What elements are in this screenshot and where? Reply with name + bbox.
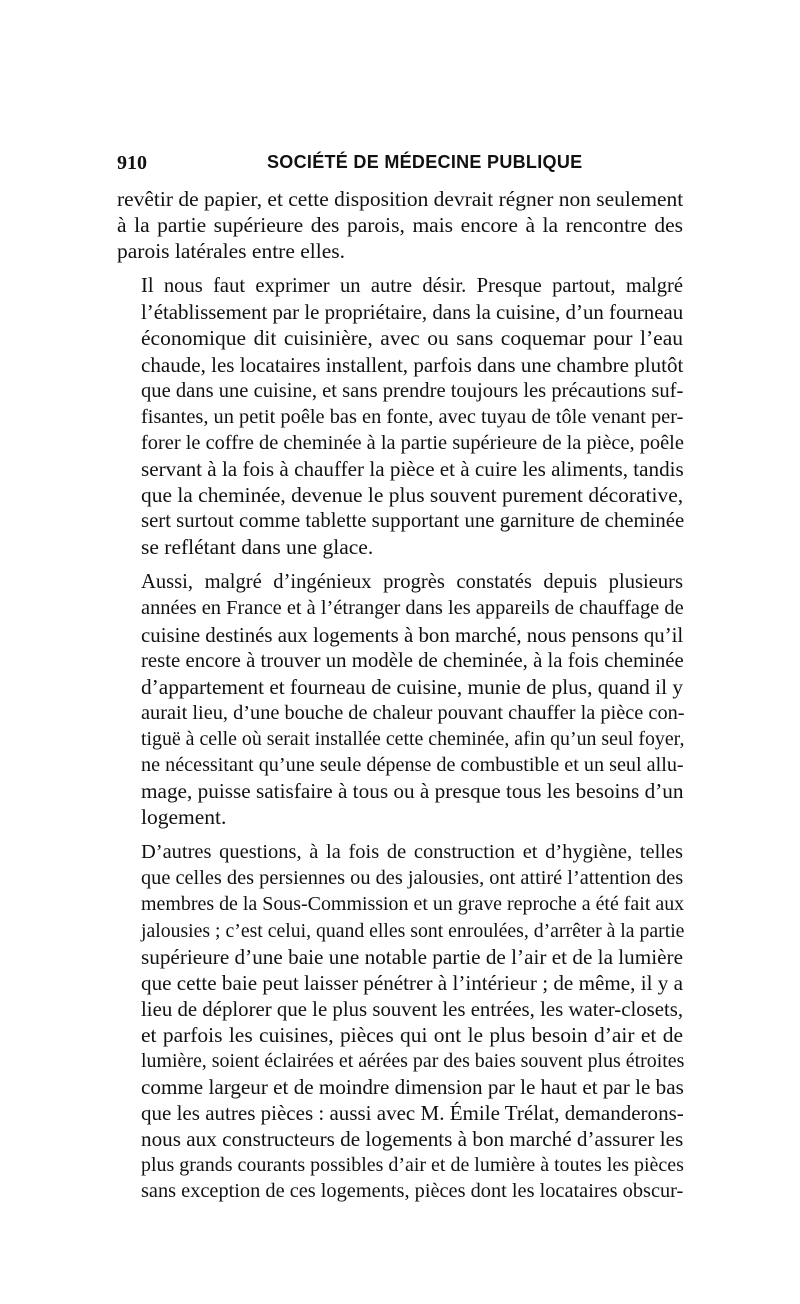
- text-line: cuisine destinés aux logements à bon marché, nous pensons qu’il: [141, 622, 684, 647]
- text-line: aurait lieu, d’une bouche de chaleur pouvant chauffer la pièce con-: [141, 701, 685, 724]
- running-head: [117, 152, 682, 182]
- text-line: Il nous faut exprimer un autre désir. Presque partout, malgré: [141, 275, 683, 298]
- text-line: D’autres questions, à la fois de construction et d’hygiène, telles: [141, 841, 683, 864]
- text-line: revêtir de papier, et cette disposition devrait régner non seulement: [117, 187, 684, 211]
- text-line: à la partie supérieure des parois, mais encore à la rencontre des: [117, 213, 683, 238]
- text-line: que celles des persiennes ou des jalousies, ont attiré l’attention des: [141, 867, 684, 890]
- text-line: ne nécessitant qu’une seule dépense de combustible et un seul allu-: [141, 753, 684, 776]
- page-number: 910: [117, 152, 147, 174]
- text-line: et parfois les cuisines, pièces qui ont le plus besoin d’air et de: [141, 1022, 683, 1047]
- paragraph: [117, 839, 683, 1204]
- text-line: parois latérales entre elles.: [117, 239, 346, 264]
- text-line: mage, puisse satisfaire à tous ou à presque tous les besoins d’un: [141, 779, 684, 804]
- text-line: que la cheminée, devenue le plus souvent purement décorative,: [141, 483, 684, 508]
- text-line: que cette baie peut laisser pénétrer à l’intérieur ; de même, il y a: [141, 970, 683, 995]
- text-line: que dans une cuisine, et sans prendre toujours les précautions suf-: [141, 379, 684, 402]
- running-title: SOCIÉTÉ DE MÉDECINE PUBLIQUE: [267, 152, 583, 172]
- text-line: servant à la fois à chauffer la pièce et à cuire les aliments, tandis: [141, 456, 684, 481]
- text-line: chaude, les locataires installent, parfois dans une chambre plutôt: [141, 352, 684, 377]
- text-line: l’établissement par le propriétaire, dans la cuisine, d’un fourneau: [141, 300, 684, 325]
- paragraph: [117, 569, 683, 830]
- paragraph-continued: [117, 186, 683, 264]
- body-text: [117, 186, 683, 1205]
- text-line: d’appartement et fourneau de cuisine, munie de plus, quand il y: [141, 674, 683, 699]
- text-line: plus grands courants possibles d’air et de lumière à toutes les pièces: [141, 1154, 684, 1177]
- text-line: lumière, soient éclairées et aérées par des baies souvent plus étroites: [141, 1050, 685, 1072]
- text-line: sert surtout comme tablette supportant une garniture de cheminée: [141, 509, 685, 533]
- text-line: supérieure d’une baie une notable partie de l’air et de la lumière: [141, 944, 683, 969]
- text-line: comme largeur et de moindre dimension par le haut et par le bas: [141, 1075, 684, 1100]
- text-line: économique dit cuisinière, avec ou sans coquemar pour l’eau: [141, 326, 683, 351]
- text-line: années en France et à l’étranger dans les appareils de chauffage de: [141, 597, 684, 620]
- text-line: forer le coffre de cheminée à la partie supérieure de la pièce, poêle: [141, 431, 684, 454]
- text-line: se reflétant dans une glace.: [141, 535, 374, 560]
- text-line: sans exception de ces logements, pièces dont les locataires obscur-: [141, 1180, 684, 1203]
- text-line: que les autres pièces : aussi avec M. Émile Trélat, demanderons-: [141, 1101, 684, 1126]
- text-line: reste encore à trouver un modèle de cheminée, à la fois cheminée: [141, 648, 684, 672]
- text-line: jalousies ; c’est celui, quand elles sont enroulées, d’arrêter à la partie: [141, 919, 685, 942]
- text-line: nous aux constructeurs de logements à bon marché d’assurer les: [141, 1127, 684, 1152]
- text-line: Aussi, malgré d’ingénieux progrès constatés depuis plusieurs: [141, 571, 683, 594]
- text-line: fisantes, un petit poêle bas en fonte, avec tuyau de tôle venant per-: [141, 405, 684, 428]
- paragraph: [117, 273, 683, 560]
- text-line: tiguë à celle où serait installée cette cheminée, afin qu’un seul foyer,: [141, 727, 685, 750]
- text-line: membres de la Sous-Commission et un grave reproche a été fait aux: [141, 893, 685, 916]
- text-line: lieu de déplorer que le plus souvent les entrées, les water-closets,: [141, 996, 684, 1021]
- text-line: logement.: [141, 805, 227, 830]
